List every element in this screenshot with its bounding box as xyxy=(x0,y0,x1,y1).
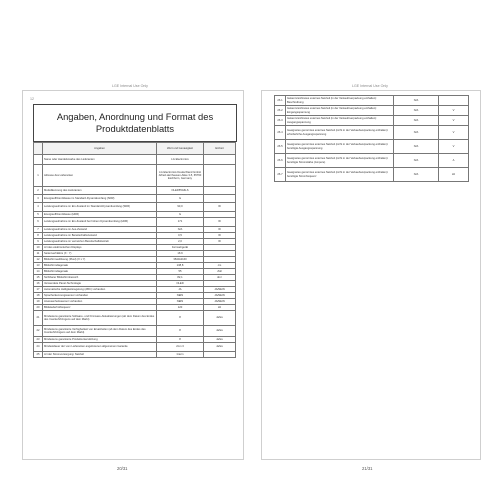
row-number: 26.1 xyxy=(275,96,286,106)
row-value: N/A xyxy=(394,116,439,126)
row-number: 9 xyxy=(34,239,43,245)
row-unit xyxy=(204,187,236,195)
row-number: 15 xyxy=(34,275,43,281)
title-line-1: Angaben, Anordnung und Format des xyxy=(56,111,214,122)
row-number: 18 xyxy=(34,293,43,299)
row-label: Anwesenheitssensor vorhanden xyxy=(43,299,157,305)
row-label: Geeignetes genormtes externes Netzteil (nicht in der Verkaufsverpackung enthalten): benötigte Stromstärke (Ampere) xyxy=(286,154,394,168)
table-row xyxy=(34,311,236,326)
row-value: OLED55G6LS xyxy=(157,187,204,195)
table-row xyxy=(34,203,236,212)
row-value: 93,0 xyxy=(157,203,204,212)
table-row xyxy=(275,154,469,168)
row-value: 171 xyxy=(157,218,204,227)
row-value: N/A xyxy=(394,140,439,154)
row-unit: cm xyxy=(204,263,236,269)
row-label: Spracherkennungssensor vorhanden xyxy=(43,293,157,299)
row-label: Leistungsaufnahme im Ein-Zustand bei hohem Dynamikumfang (HDR) xyxy=(43,218,157,227)
row-number xyxy=(34,155,43,165)
row-unit: Jahre xyxy=(204,343,236,352)
row-value: 16:9 xyxy=(157,251,204,257)
row-label: Energieeffizienzklasse (HDR) xyxy=(43,212,157,218)
row-label: Geeignetes genormtes externes Netzteil (nicht in der Verkaufsverpackung enthalten): erforderliche Ausgangsspannung xyxy=(286,126,394,140)
right-datasheet-table xyxy=(274,95,469,182)
row-value: 82,1 xyxy=(157,275,204,281)
row-value: N/A xyxy=(394,96,439,106)
row-unit: V xyxy=(439,106,469,116)
left-page-corner-mark: 12 xyxy=(30,97,34,101)
row-unit: Zoll xyxy=(204,269,236,275)
row-number: 26.5 xyxy=(275,140,286,154)
header-angaben: Angaben xyxy=(43,143,157,155)
table-row xyxy=(275,168,469,182)
row-number: 22 xyxy=(34,326,43,337)
row-label: Adresse des Lieferanten xyxy=(43,165,157,187)
row-number: 7 xyxy=(34,227,43,233)
row-number: 10 xyxy=(34,245,43,251)
left-page-header: LGE Internal Use Only xyxy=(112,84,148,88)
row-unit: JA/NEIN xyxy=(204,293,236,299)
row-number: 6 xyxy=(34,218,43,227)
row-value: 120 xyxy=(157,305,204,311)
row-number: 17 xyxy=(34,287,43,293)
row-unit: W xyxy=(204,233,236,239)
row-number: 24 xyxy=(34,343,43,352)
row-number: 26.4 xyxy=(275,126,286,140)
row-label: Geeignetes genormtes externes Netzteil (nicht in der Verkaufsverpackung enthalten): benötigte Stromfrequenz xyxy=(286,168,394,182)
row-number: 26.2 xyxy=(275,106,286,116)
row-unit: Jahre xyxy=(204,326,236,337)
row-number: 13 xyxy=(34,263,43,269)
row-unit: V xyxy=(439,140,469,154)
row-value: NEIN xyxy=(157,299,204,305)
row-value: 2nm 3 xyxy=(157,343,204,352)
left-page-number: 20/31 xyxy=(117,466,128,471)
left-datasheet-table xyxy=(33,142,236,358)
row-number: 4 xyxy=(34,203,43,212)
table-row xyxy=(275,96,469,106)
table-row xyxy=(34,352,236,358)
row-number: 2 xyxy=(34,187,43,195)
row-label: Bildwiederholfrequenz xyxy=(43,305,157,311)
table-row xyxy=(34,187,236,195)
row-value: N/A xyxy=(394,168,439,182)
row-unit: V xyxy=(439,126,469,140)
row-label: Bildschirmauflösung (Pixel) (X x Y) xyxy=(43,257,157,263)
row-label: Seitenverhältnis (X : Y) xyxy=(43,251,157,257)
row-label: Modellkennung des Lieferanten xyxy=(43,187,157,195)
table-row xyxy=(34,165,236,187)
datasheet-title xyxy=(33,104,237,142)
row-number: 26.7 xyxy=(275,168,286,182)
row-number: 25 xyxy=(34,352,43,358)
row-label: Leistungsaufnahme im vernetzten Bereitschaftsbetrieb xyxy=(43,239,157,245)
row-label: Leistungsaufnahme im Aus-Zustand xyxy=(43,227,157,233)
row-label: Leistungsaufnahme im Bereitschaftszustand xyxy=(43,233,157,239)
row-label: Leistungsaufnahme im Ein-Zustand im Standard-Dynamikumfang (SDR) xyxy=(43,203,157,212)
row-unit: V xyxy=(439,116,469,126)
row-unit: JA/NEIN xyxy=(204,287,236,293)
row-label: Verwendete Panel-Technologie xyxy=(43,281,157,287)
row-label: Mindestens garantierte Produktunterstützung xyxy=(43,337,157,343)
row-number: 3 xyxy=(34,195,43,203)
row-label: Gekennzeichnetes externes Netzteil (in der Verkaufsverpackung enthalten): Beschreibung xyxy=(286,96,394,106)
row-unit xyxy=(204,352,236,358)
row-value: Fernsehgerät xyxy=(157,245,204,251)
row-unit: Hz xyxy=(204,305,236,311)
table-row xyxy=(34,195,236,203)
row-label: Sichtbarer Bildschirmbereich xyxy=(43,275,157,281)
row-unit: Jahre xyxy=(204,311,236,326)
row-unit: JA/NEIN xyxy=(204,299,236,305)
row-label: Name oder Handelsmarke des Lieferanten xyxy=(43,155,157,165)
row-number: 21 xyxy=(34,311,43,326)
row-value: NEIN xyxy=(157,293,204,299)
row-unit: W xyxy=(204,218,236,227)
row-unit: Jahre xyxy=(204,337,236,343)
row-unit xyxy=(204,195,236,203)
row-label: Gekennzeichnetes externes Netzteil (in der Verkaufsverpackung enthalten): Ausgangsspannung xyxy=(286,116,394,126)
row-label: Gekennzeichnetes externes Netzteil (in der Verkaufsverpackung enthalten): Eingangsspannung xyxy=(286,106,394,116)
row-unit: W xyxy=(204,239,236,245)
row-number: 26.6 xyxy=(275,154,286,168)
row-number: 20 xyxy=(34,305,43,311)
row-number: 1 xyxy=(34,165,43,187)
row-unit: dm² xyxy=(204,275,236,281)
header-wert: Wert und Genauigkeit xyxy=(157,143,204,155)
row-unit: W xyxy=(204,227,236,233)
table-header-row xyxy=(34,143,236,155)
table-row xyxy=(34,343,236,352)
row-label: Mindestdauer der vom Lieferanten angebotenen allgemeinen Garantie xyxy=(43,343,157,352)
row-number: 23 xyxy=(34,337,43,343)
header-number xyxy=(34,143,43,155)
row-label: Energieeffizienzklasse im Standard-Dynamikumfang (SDR) xyxy=(43,195,157,203)
row-value: 55 xyxy=(157,269,204,275)
row-label: Mindestens garantierte Verfügbarkeit von Ersatzteilen (ab dem Datum des Endes des Inverkehrbringens auf dem Markt) xyxy=(43,326,157,337)
row-value: LG Electronics xyxy=(157,155,204,165)
title-line-2: Produktdatenblatts xyxy=(95,123,175,134)
row-label: Geeignetes genormtes externes Netzteil (nicht in der Verkaufsverpackung enthalten): benötigte Ausgangsspannung xyxy=(286,140,394,154)
row-label: Bildschirmdiagonale xyxy=(43,263,157,269)
table-row xyxy=(275,116,469,126)
row-unit xyxy=(439,96,469,106)
row-unit: W xyxy=(204,203,236,212)
row-number: 26.3 xyxy=(275,116,286,126)
row-number: 19 xyxy=(34,299,43,305)
right-page-number: 21/31 xyxy=(362,466,373,471)
row-label: Art des elektronischen Displays xyxy=(43,245,157,251)
header-einheit: Einheit xyxy=(204,143,236,155)
row-label: Automatische Helligkeitsregelung (ABC) vorhanden xyxy=(43,287,157,293)
table-row xyxy=(275,126,469,140)
table-row xyxy=(34,326,236,337)
row-value: N/A xyxy=(394,106,439,116)
row-label: Art der Stromversorgung: Netzteil xyxy=(43,352,157,358)
row-value: 138,8 xyxy=(157,263,204,269)
row-unit xyxy=(204,165,236,187)
table-row xyxy=(275,106,469,116)
right-page-header: LGE Internal Use Only xyxy=(352,84,388,88)
row-value: N/A xyxy=(157,227,204,233)
row-number: 16 xyxy=(34,281,43,287)
table-row xyxy=(34,218,236,227)
row-number: 14 xyxy=(34,269,43,275)
row-value: G xyxy=(157,195,204,203)
row-number: 12 xyxy=(34,257,43,263)
row-unit: Hz xyxy=(439,168,469,182)
row-value: Intern xyxy=(157,352,204,358)
row-value: 2,0 xyxy=(157,239,204,245)
row-value: G xyxy=(157,212,204,218)
row-number: 8 xyxy=(34,233,43,239)
row-value: 8 xyxy=(157,326,204,337)
row-number: 5 xyxy=(34,212,43,218)
row-label: Mindestens garantierte Software- und Firmware-Aktualisierungen (ab dem Datum des Endes des Inverkehrbringens auf dem Markt) xyxy=(43,311,157,326)
row-value: JA xyxy=(157,287,204,293)
table-row xyxy=(275,140,469,154)
row-value: N/A xyxy=(394,126,439,140)
row-value: 3840x2160 xyxy=(157,257,204,263)
row-value: N/A xyxy=(394,154,439,168)
row-value: 8 xyxy=(157,311,204,326)
row-value: OLED xyxy=(157,281,204,287)
row-number: 11 xyxy=(34,251,43,257)
row-value: LG Electronics Deutschland GmbH Alfred-Herrhausen-Allee 3-5, 65760 Eschborn, Germany xyxy=(157,165,204,187)
row-value: 8 xyxy=(157,337,204,343)
row-label: Bildschirmdiagonale xyxy=(43,269,157,275)
row-unit xyxy=(204,155,236,165)
row-unit: A xyxy=(439,154,469,168)
row-value: 0,5 xyxy=(157,233,204,239)
table-row xyxy=(34,155,236,165)
